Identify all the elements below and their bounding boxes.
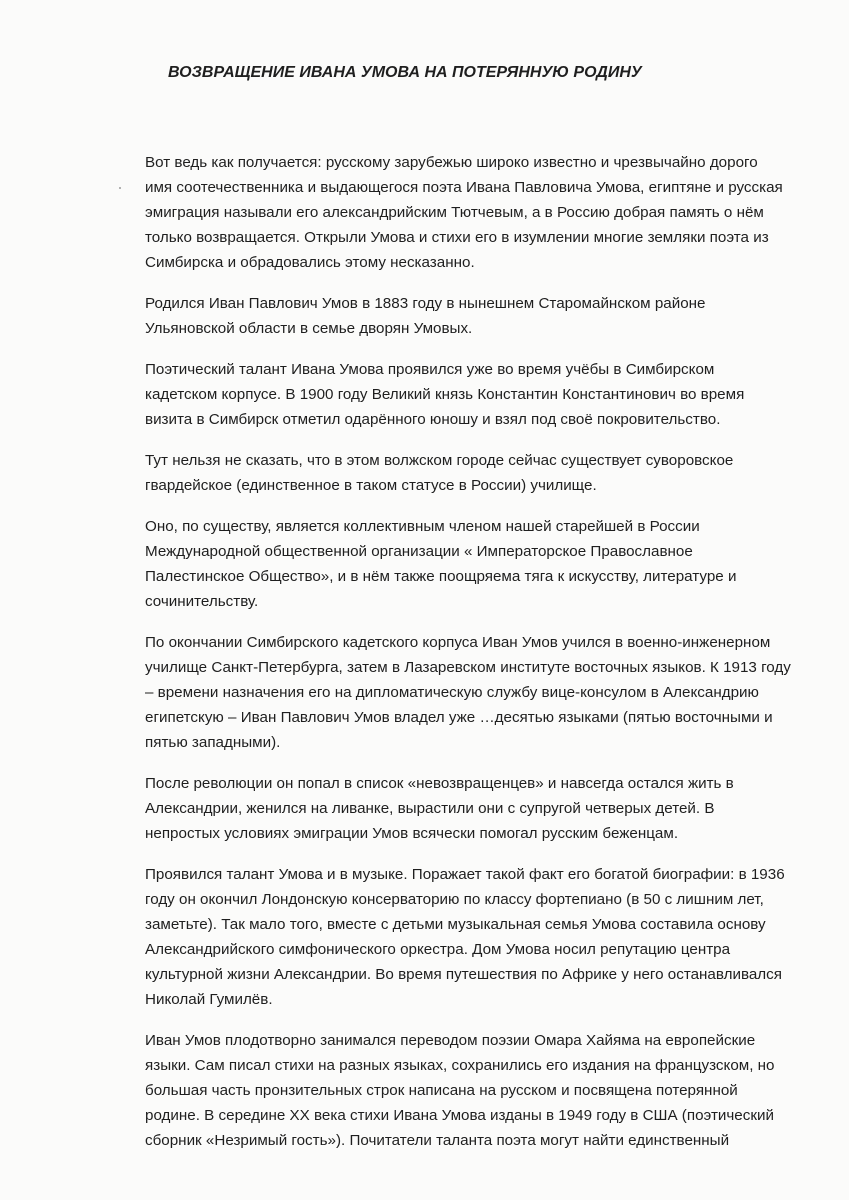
paragraph-line: – времени назначения его на дипломатическую службу вице-консулом в Александрию (145, 684, 759, 701)
paragraph-line: Палестинское Общество», и в нём также поощряема тяга к искусству, литературе и (145, 568, 737, 585)
paragraph-line: сочинительству. (145, 593, 259, 610)
paragraph-line: Оно, по существу, является коллективным членом нашей старейшей в России (145, 518, 700, 535)
paragraph-line: Проявился талант Умова и в музыке. Поражает такой факт его богатой биографии: в 1936 (145, 866, 785, 883)
document-title: ВОЗВРАЩЕНИЕ ИВАНА УМОВА НА ПОТЕРЯННУЮ РОДИНУ (168, 64, 642, 81)
paragraph-line: Тут нельзя не сказать, что в этом волжском городе сейчас существует суворовское (145, 452, 734, 469)
paragraph-line: сборник «Незримый гость»). Почитатели таланта поэта могут найти единственный (145, 1132, 730, 1149)
paragraph-line: только возвращается. Открыли Умова и стихи его в изумлении многие земляки поэта из (145, 229, 769, 246)
paragraph (145, 291, 825, 341)
paragraph-line: пятью западными). (145, 734, 281, 751)
paragraph-line: Николай Гумилёв. (145, 991, 273, 1008)
paragraph-line: училище Санкт-Петербурга, затем в Лазаревском институте восточных языков. К 1913 году (145, 659, 791, 676)
paragraph-line: непростых условиях эмиграции Умов всячески помогал русским беженцам. (145, 825, 679, 842)
paragraph-line: Александрии, женился на ливанке, вырастили они с супругой четверых детей. В (145, 800, 715, 817)
paragraph-line: году он окончил Лондонскую консерваторию по классу фортепиано (в 50 с лишним лет, (145, 891, 764, 908)
paragraph-line: Иван Умов плодотворно занимался переводом поэзии Омара Хайяма на европейские (145, 1032, 756, 1049)
paragraph (145, 448, 825, 498)
paragraph (145, 771, 825, 846)
paragraph (145, 150, 825, 275)
paragraph-line: Международной общественной организации « Императорское Православное (145, 543, 693, 560)
paragraph-line: родине. В середине XX века стихи Ивана Умова изданы в 1949 году в США (поэтический (145, 1107, 774, 1124)
paragraph-line: заметьте). Так мало того, вместе с детьми музыкальная семья Умова составила основу (145, 916, 766, 933)
paragraph-line: Родился Иван Павлович Умов в 1883 году в нынешнем Старомайнском районе (145, 295, 706, 312)
paragraph-line: гвардейское (единственное в таком статусе в России) училище. (145, 477, 597, 494)
paragraph-line: визита в Симбирск отметил одарённого юношу и взял под своё покровительство. (145, 411, 721, 428)
paragraph (145, 514, 825, 614)
paragraph-line: эмиграция называли его александрийским Тютчевым, а в Россию добрая память о нём (145, 204, 764, 221)
scan-speck (119, 187, 121, 189)
paragraph-line: Симбирска и обрадовались этому несказанно. (145, 254, 475, 271)
paragraph-line: Ульяновской области в семье дворян Умовых. (145, 320, 473, 337)
paragraph-line: По окончании Симбирского кадетского корпуса Иван Умов учился в военно-инженерном (145, 634, 771, 651)
paragraph-line: Поэтический талант Ивана Умова проявился уже во время учёбы в Симбирском (145, 361, 715, 378)
paragraph (145, 862, 825, 1012)
paragraph-line: языки. Сам писал стихи на разных языках, сохранились его издания на французском, но (145, 1057, 775, 1074)
paragraph (145, 357, 825, 432)
paragraph-line: имя соотечественника и выдающегося поэта Ивана Павловича Умова, египтяне и русская (145, 179, 783, 196)
paragraph-line: Вот ведь как получается: русскому зарубежью широко известно и чрезвычайно дорого (145, 154, 758, 171)
paragraph-line: кадетском корпусе. В 1900 году Великий князь Константин Константинович во время (145, 386, 745, 403)
paragraph-line: египетскую – Иван Павлович Умов владел уже …десятью языками (пятью восточными и (145, 709, 773, 726)
paragraph (145, 630, 825, 755)
document-body (145, 150, 825, 1169)
paragraph (145, 1028, 825, 1153)
paragraph-line: Александрийского симфонического оркестра. Дом Умова носил репутацию центра (145, 941, 731, 958)
paragraph-line: После революции он попал в список «невозвращенцев» и навсегда остался жить в (145, 775, 734, 792)
paragraph-line: культурной жизни Александрии. Во время путешествия по Африке у него останавливался (145, 966, 782, 983)
paragraph-line: большая часть пронзительных строк написана на русском и посвящена потерянной (145, 1082, 738, 1099)
